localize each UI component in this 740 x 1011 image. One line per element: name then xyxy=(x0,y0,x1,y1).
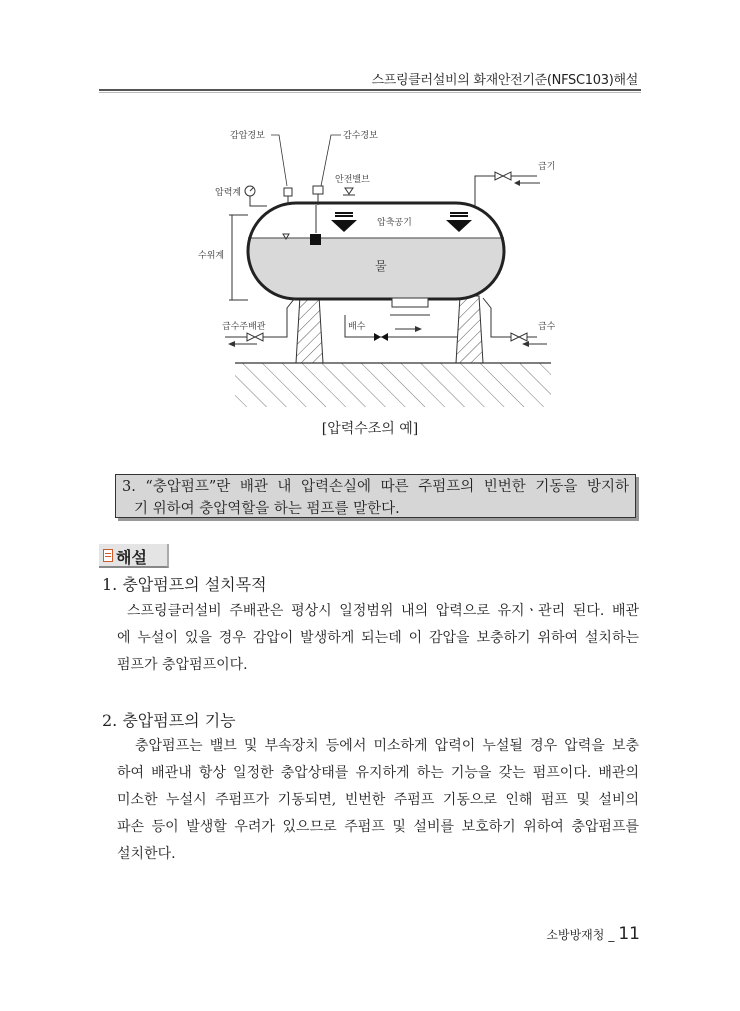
bottom-outlet xyxy=(392,298,428,307)
figure-caption: [압력수조의 예] xyxy=(321,421,419,437)
definition-box xyxy=(115,474,636,518)
paragraph-line: 충압펌프는 밸브 및 부속장치 등에서 미소하게 압력이 누설될 경우 압력을 보충 xyxy=(135,738,639,754)
pressure-tank-diagram xyxy=(195,118,555,413)
right-support xyxy=(456,296,483,363)
air-pressure-arrow-right xyxy=(446,213,472,232)
paragraph-line: 에 누설이 있을 경우 감압이 발생하게 되는데 이 감압을 보충하기 위하여 설치하는 xyxy=(117,630,639,646)
label-air-supply: 급기 xyxy=(538,162,555,172)
header-rule-thin xyxy=(99,92,641,93)
running-header: 스프링클러설비의 화재안전기준(NFSC103)해설 xyxy=(371,73,638,88)
paragraph-line: 스프링클러설비 주배관은 평상시 일정범위 내의 압력으로 유지ㆍ관리 된다. 배관 xyxy=(127,603,639,619)
label-pressure-gauge: 압력계 xyxy=(215,188,242,198)
header-rule xyxy=(99,89,641,91)
label-safety-valve: 안전밸브 xyxy=(335,175,370,185)
label-pressure-alarm: 감압경보 xyxy=(230,131,265,141)
label-low-water-alarm: 감수경보 xyxy=(343,131,378,141)
paragraph-line: 설치한다. xyxy=(117,846,176,862)
definition-line-1: 3. “충압펌프”란 배관 내 압력손실에 따른 주펌프의 빈번한 기동을 방지하 xyxy=(122,479,629,495)
label-water: 물 xyxy=(375,259,387,273)
commentary-label: 해설 xyxy=(116,548,147,567)
document-icon xyxy=(103,549,113,562)
paragraph-line: 파손 등이 발생할 우려가 있으므로 주펌프 및 설비를 보호하기 위하여 충압펌프를 xyxy=(117,819,639,835)
section-paragraph xyxy=(117,733,639,868)
section-heading: 2. 충압펌프의 기능 xyxy=(102,711,236,730)
paragraph-line: 펌프가 충압펌프이다. xyxy=(117,657,248,673)
definition-line-2: 기 위하여 충압역할을 하는 펌프를 말한다. xyxy=(134,501,400,517)
left-support xyxy=(296,296,323,363)
paragraph-line: 하여 배관내 항상 일정한 충압상태를 유지하게 하는 기능을 갖는 펌프이다. 배관의 xyxy=(117,765,639,781)
section-heading: 1. 충압펌프의 설치목적 xyxy=(102,575,267,594)
page-footer: 소방방재청 _ 11 xyxy=(546,924,640,944)
label-drain: 배수 xyxy=(348,322,366,332)
label-compressed-air: 압축공기 xyxy=(377,218,412,228)
label-water-level-gauge: 수위계 xyxy=(198,251,225,261)
paragraph-line: 미소한 누설시 주펌프가 기동되면, 빈번한 주펌프 기동으로 인해 펌프 및 설비의 xyxy=(117,792,639,808)
commentary-badge xyxy=(99,544,169,568)
air-pressure-arrow-left xyxy=(331,213,357,232)
section-paragraph xyxy=(117,598,639,679)
ground-hatch xyxy=(235,363,551,407)
float-switch xyxy=(310,234,321,245)
label-water-supply: 급수 xyxy=(538,322,555,332)
page-number: 11 xyxy=(618,924,640,944)
footer-org: 소방방재청 xyxy=(546,928,605,942)
label-main-supply-pipe: 급수주배관 xyxy=(222,322,266,332)
